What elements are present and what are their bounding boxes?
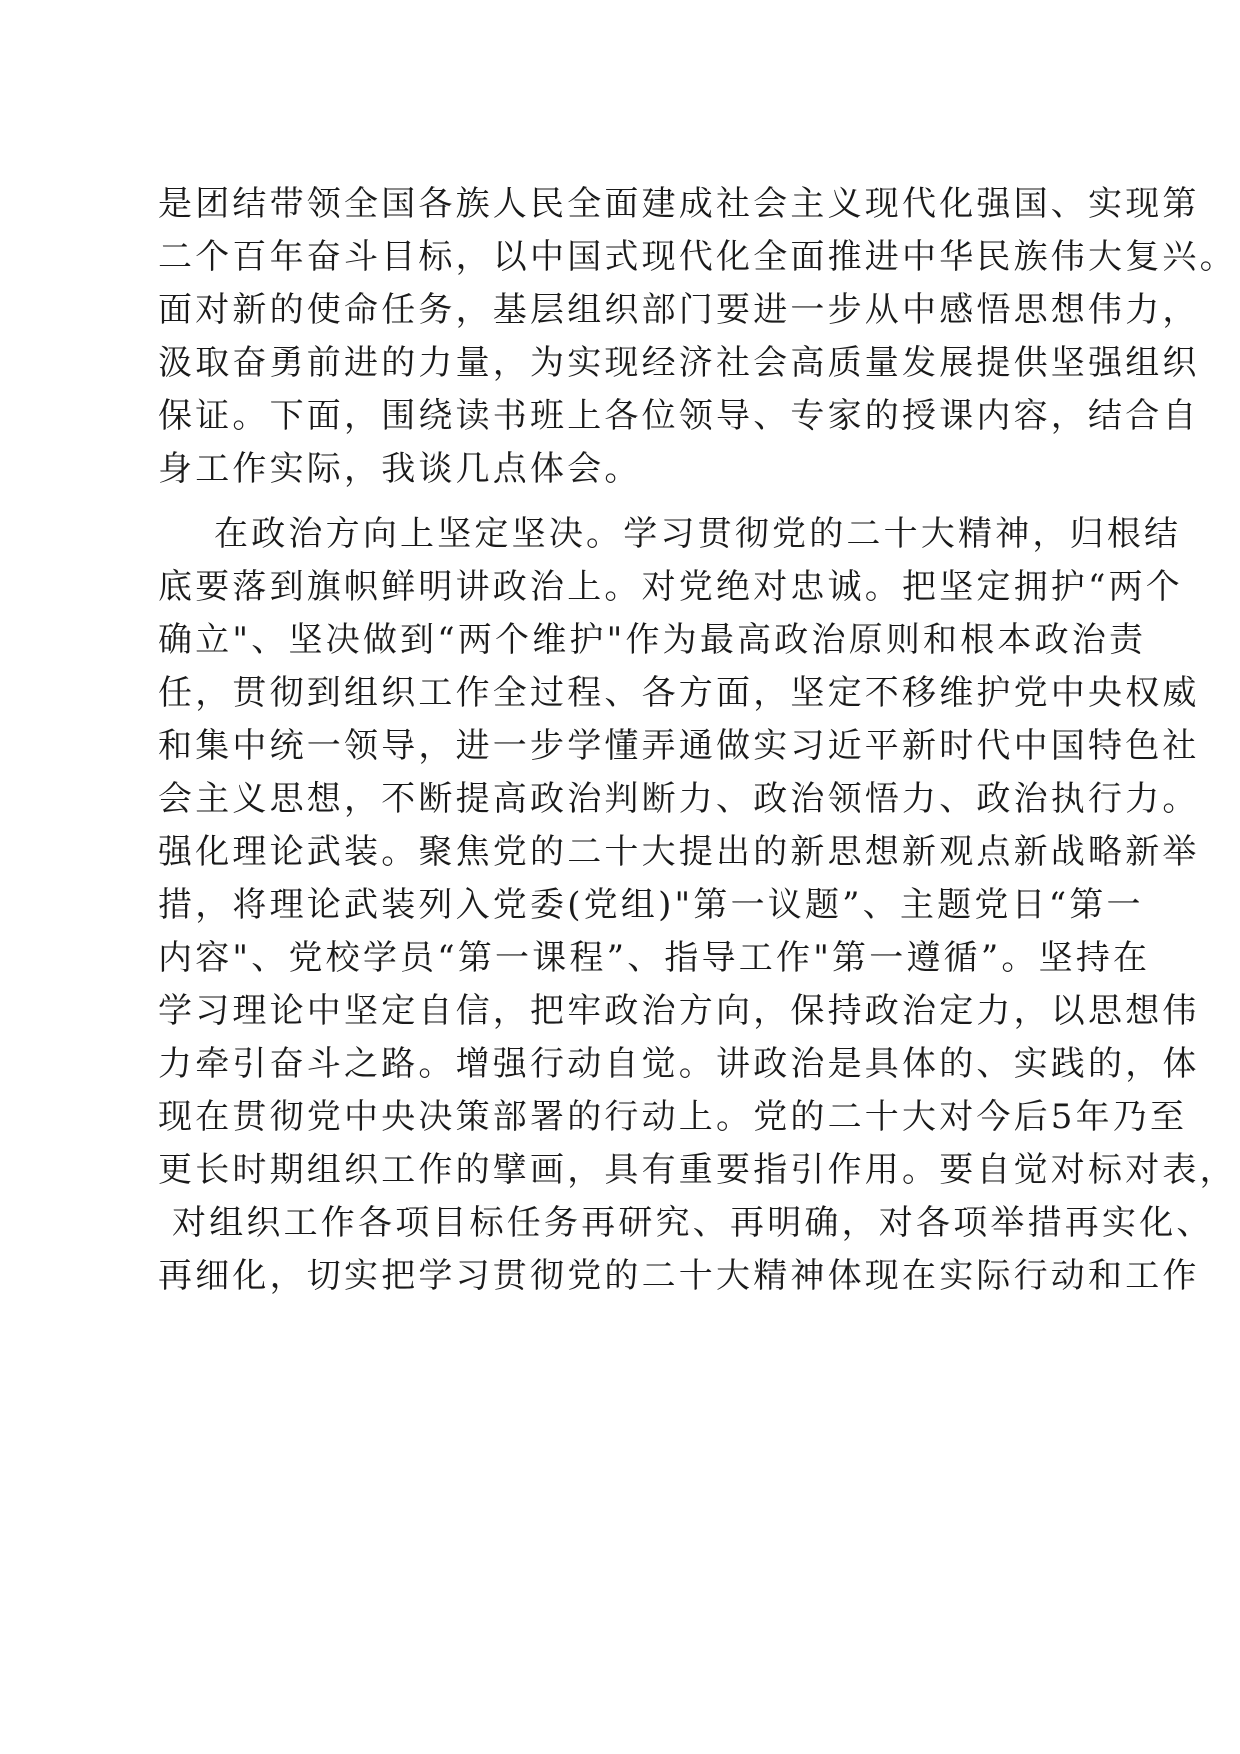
text-line: 保证。下面，围绕读书班上各位领导、专家的授课内容，结合自 — [158, 396, 1200, 436]
text-line: 任，贯彻到组织工作全过程、各方面，坚定不移维护党中央权威 — [158, 673, 1200, 713]
text-line: 是团结带领全国各族人民全面建成社会主义现代化强国、实现第 — [158, 184, 1200, 224]
text-line: 面对新的使命任务，基层组织部门要进一步从中感悟思想伟力， — [158, 290, 1200, 330]
text-line: 强化理论武装。聚焦党的二十大提出的新思想新观点新战略新举 — [158, 832, 1200, 872]
paragraph-2 — [158, 508, 1237, 1303]
text-line: 确立"、坚决做到“两个维护"作为最高政治原则和根本政治责 — [158, 620, 1147, 660]
text-line: 对组织工作各项目标任务再研究、再明确，对各项举措再实化、 — [158, 1203, 1214, 1243]
text-line: 再细化，切实把学习贯彻党的二十大精神体现在实际行动和工作 — [158, 1256, 1200, 1296]
text-line: 底要落到旗帜鲜明讲政治上。对党绝对忠诚。把坚定拥护“两个 — [158, 567, 1183, 607]
text-line: 内容"、党校学员“第一课程”、指导工作"第一遵循”。坚持在 — [158, 938, 1151, 978]
text-line: 学习理论中坚定自信，把牢政治方向，保持政治定力，以思想伟 — [158, 991, 1200, 1031]
text-line: 力牵引奋斗之路。增强行动自觉。讲政治是具体的、实践的，体 — [158, 1044, 1200, 1084]
body-text — [158, 178, 1237, 1303]
paragraph-gap — [158, 496, 1118, 508]
text-line: 现在贯彻党中央决策部署的行动上。党的二十大对今后5年乃至 — [158, 1097, 1188, 1137]
text-line: 在政治方向上坚定坚决。学习贯彻党的二十大精神，归根结 — [158, 514, 1182, 554]
text-line: 汲取奋勇前进的力量，为实现经济社会高质量发展提供坚强组织 — [158, 343, 1200, 383]
text-line: 更长时期组织工作的擘画，具有重要指引作用。要自觉对标对表， — [158, 1150, 1237, 1190]
text-line: 会主义思想，不断提高政治判断力、政治领悟力、政治执行力。 — [158, 779, 1200, 819]
text-line: 二个百年奋斗目标，以中国式现代化全面推进中华民族伟大复兴。 — [158, 237, 1237, 277]
text-line: 和集中统一领导，进一步学懂弄通做实习近平新时代中国特色社 — [158, 726, 1200, 766]
text-line: 身工作实际，我谈几点体会。 — [158, 449, 642, 489]
paragraph-1 — [158, 178, 1237, 496]
text-line: 措，将理论武装列入党委(党组)"第一议题”、主题党日“第一 — [158, 885, 1144, 925]
